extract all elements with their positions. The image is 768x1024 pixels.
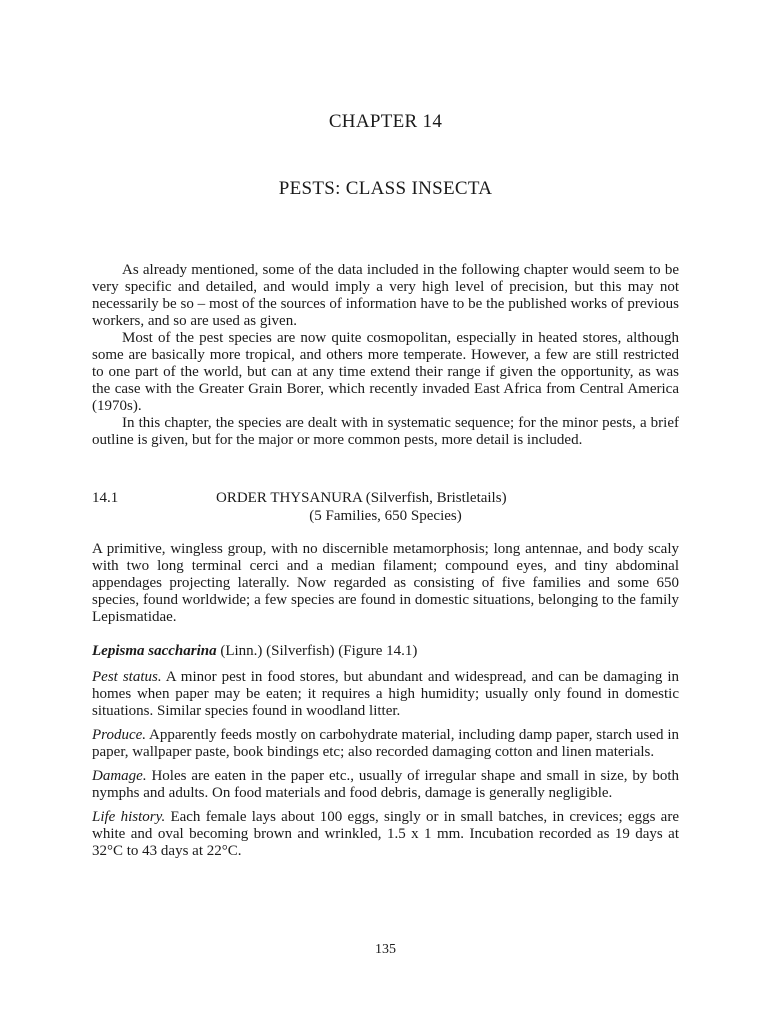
block-text: Each female lays about 100 eggs, singly or in small batches, in crevices; eggs are white and oval becoming brown and wrinkled, 1.5 x 1 mm. Incubation recorded as 19 days at 32°C to 43 days at 22°C. <box>92 809 679 859</box>
order-description-text: A primitive, wingless group, with no discernible metamorphosis; long antennae, and body scaly with two long terminal cerci and a median filament; compound eyes, and tiny abdominal appendages projecting laterally. Now regarded as consisting of five families and some 650 species, found worldwide; a few species are found in domestic situations, belonging to the family Lepismatidae. <box>92 541 679 625</box>
block-label: Damage. <box>92 768 147 784</box>
intro-paragraph: As already mentioned, some of the data included in the following chapter would seem to be very specific and detailed, and would imply a very high level of precision, but this may not necessarily be so – most of the sources of information have to be the published works of previous workers, and so are used as given. <box>92 262 679 329</box>
species-details <box>92 669 679 867</box>
block-label: Produce. <box>92 727 147 743</box>
order-description <box>92 541 679 626</box>
species-suffix: (Linn.) (Silverfish) (Figure 14.1) <box>216 643 418 659</box>
species-heading <box>92 643 679 660</box>
life-history-paragraph <box>92 809 679 860</box>
produce-paragraph <box>92 727 679 761</box>
document-page <box>92 0 679 1024</box>
pest-status-paragraph <box>92 669 679 720</box>
block-label: Life history. <box>92 809 166 825</box>
block-label: Pest status. <box>92 669 162 685</box>
species-name: Lepisma saccharina <box>92 643 217 659</box>
section-subtitle: (5 Families, 650 Species) <box>309 508 462 524</box>
intro-section <box>92 262 679 449</box>
block-text: A minor pest in food stores, but abundant and widespread, and can be damaging in homes when paper may be eaten; it requires a high humidity; usually only found in domestic situations. Similar species found in woodland litter. <box>92 669 679 719</box>
damage-paragraph <box>92 768 679 802</box>
chapter-number: CHAPTER 14 <box>328 111 443 132</box>
chapter-title: PESTS: CLASS INSECTA <box>278 178 493 199</box>
block-text: Holes are eaten in the paper etc., usually of irregular shape and small in size, by both nymphs and adults. On food materials and food debris, damage is generally negligible. <box>92 768 679 801</box>
section-title: ORDER THYSANURA (Silverfish, Bristletails) <box>216 490 507 506</box>
section-number: 14.1 <box>92 490 119 506</box>
intro-paragraph: Most of the pest species are now quite cosmopolitan, especially in heated stores, although some are basically more tropical, and others more temperate. However, a few are still restricted to one part of the world, but can at any time extend their range if given the opportunity, as was the case with the Greater Grain Borer, which recently invaded East Africa from Central America (1970s). <box>92 330 679 414</box>
intro-paragraph: In this chapter, the species are dealt with in systematic sequence; for the minor pests, a brief outline is given, but for the major or more common pests, more detail is included. <box>92 415 679 448</box>
page-number: 135 <box>375 942 396 957</box>
block-text: Apparently feeds mostly on carbohydrate material, including damp paper, starch used in paper, wallpaper paste, book bindings etc; also recorded damaging cotton and linen materials. <box>92 727 679 760</box>
